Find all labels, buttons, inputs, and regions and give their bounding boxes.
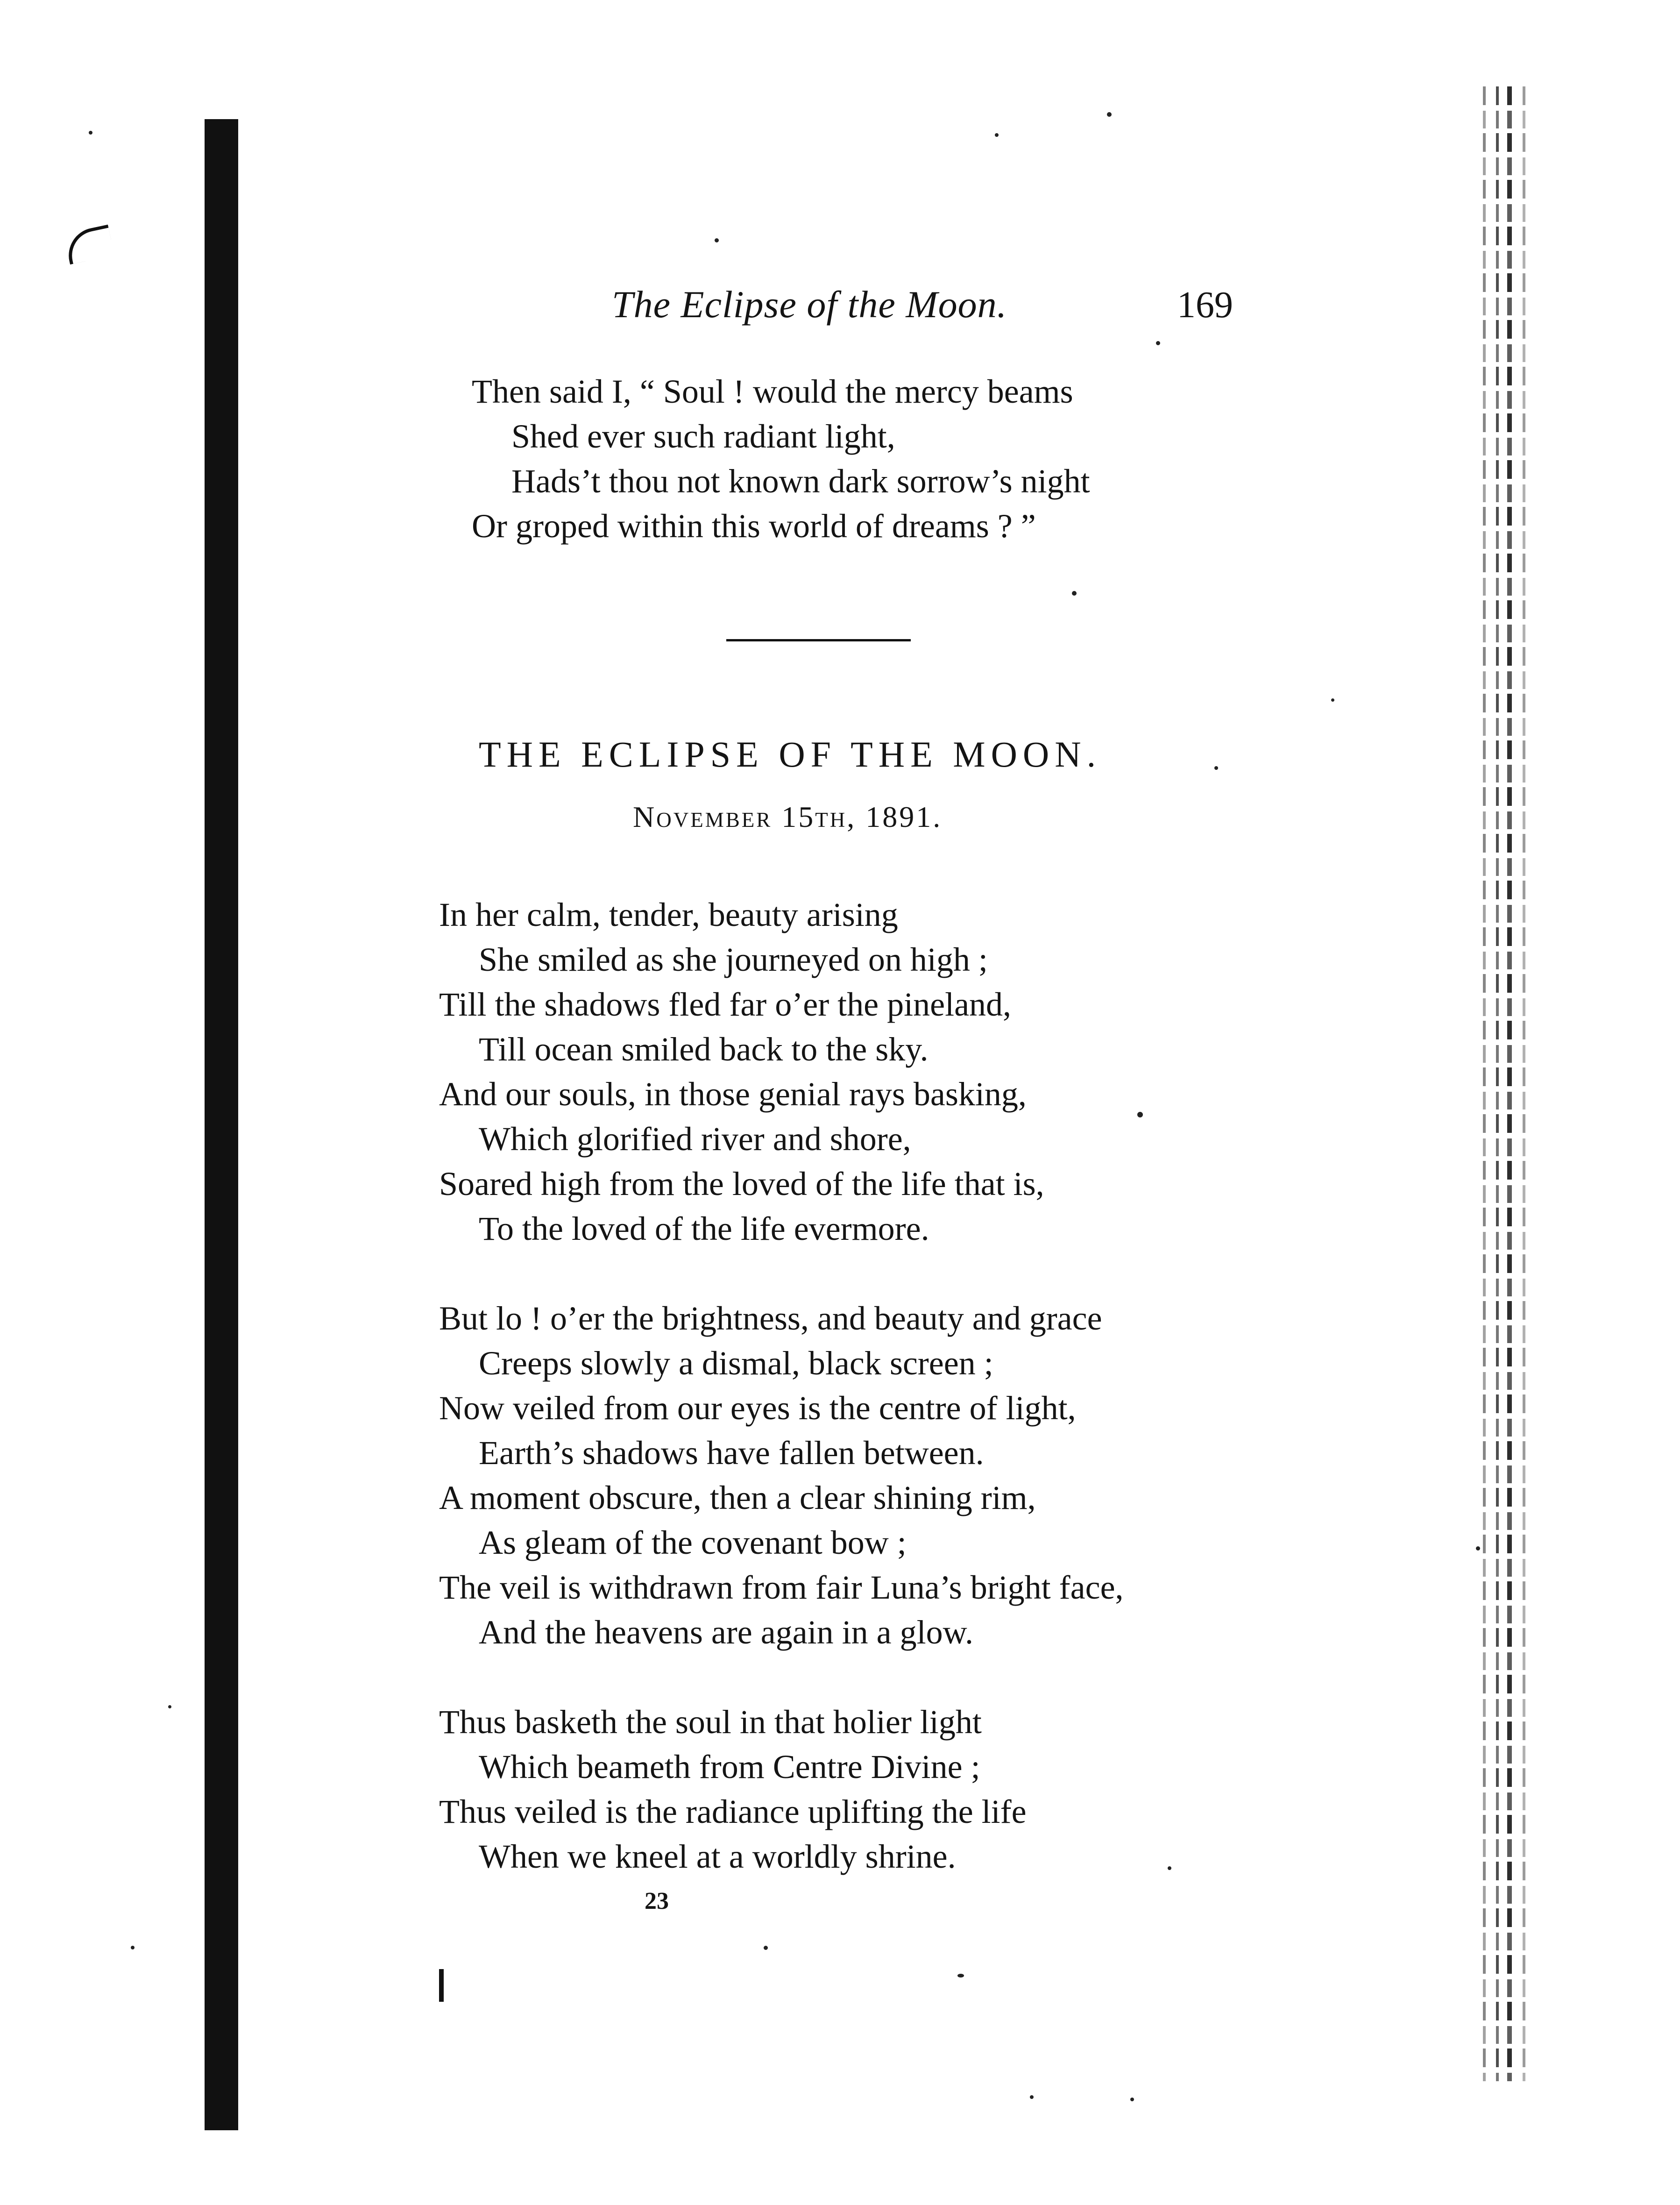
binding-shadow: [205, 119, 238, 2130]
print-speck: [995, 133, 999, 137]
poem-line: And our souls, in those genial rays basking,: [439, 1075, 1027, 1113]
poem-line: And the heavens are again in a glow.: [479, 1614, 973, 1651]
poem-line: But lo ! o’er the brightness, and beauty and grace: [439, 1300, 1102, 1337]
previous-poem-ending: [472, 369, 1090, 548]
poem-line: Till the shadows fled far o’er the pineland,: [439, 986, 1012, 1023]
print-speck: [957, 1974, 964, 1977]
poem-line: Till ocean smiled back to the sky.: [479, 1031, 929, 1068]
print-speck: [1130, 2098, 1134, 2101]
poem-line: Which glorified river and shore,: [479, 1120, 911, 1158]
poem-line: To the loved of the life evermore.: [479, 1210, 929, 1247]
print-speck: [1476, 1546, 1480, 1551]
print-speck: [1214, 766, 1218, 770]
stanza: [439, 1700, 1124, 1879]
poem-line: When we kneel at a worldly shrine.: [479, 1838, 956, 1875]
page-edge-marks: [1478, 86, 1539, 2081]
poem-title: THE ECLIPSE OF THE MOON.: [479, 734, 1102, 775]
print-speck: [89, 131, 92, 135]
print-speck: [1107, 112, 1112, 117]
edge-line: [1523, 86, 1525, 2081]
print-speck: [131, 1946, 135, 1949]
margin-mark: [439, 1969, 444, 2002]
section-divider: [726, 639, 911, 641]
edge-line: [1507, 86, 1512, 2081]
stanza: [439, 1296, 1124, 1655]
page-number: 169: [1177, 285, 1233, 326]
poem-body: [439, 892, 1124, 1879]
print-speck: [1072, 591, 1077, 596]
print-speck: [1156, 341, 1160, 345]
poem-line: Then said I, “ Soul ! would the mercy beams: [472, 373, 1073, 410]
poem-line: Which beameth from Centre Divine ;: [479, 1748, 980, 1785]
print-speck: [1030, 2095, 1034, 2099]
margin-mark: [64, 225, 114, 265]
print-speck: [715, 238, 719, 242]
poem-line: Earth’s shadows have fallen between.: [479, 1434, 984, 1472]
print-speck: [1331, 698, 1334, 702]
poem-line: She smiled as she journeyed on high ;: [479, 941, 988, 978]
poem-line: Thus basketh the soul in that holier light: [439, 1703, 982, 1741]
poem-line: A moment obscure, then a clear shining rim,: [439, 1479, 1036, 1516]
running-head: The Eclipse of the Moon.: [612, 283, 1007, 326]
print-speck: [1137, 1112, 1143, 1117]
poem-line: The veil is withdrawn from fair Luna’s bright face,: [439, 1569, 1124, 1606]
poem-line: Creeps slowly a dismal, black screen ;: [479, 1344, 993, 1382]
poem-date: November 15th, 1891.: [633, 800, 943, 833]
signature-mark: 23: [645, 1888, 669, 1914]
stanza: [439, 892, 1124, 1251]
poem-line: Thus veiled is the radiance uplifting the life: [439, 1793, 1027, 1830]
edge-line: [1496, 86, 1499, 2081]
poem-line: Now veiled from our eyes is the centre of light,: [439, 1389, 1076, 1427]
print-speck: [1168, 1866, 1171, 1870]
print-speck: [764, 1946, 768, 1950]
poem-line: In her calm, tender, beauty arising: [439, 896, 898, 933]
poem-line: Or groped within this world of dreams ? ”: [472, 507, 1036, 545]
print-speck: [168, 1705, 171, 1708]
poem-line: Shed ever such radiant light,: [511, 418, 895, 455]
poem-line: Soared high from the loved of the life that is,: [439, 1165, 1044, 1202]
poem-line: As gleam of the covenant bow ;: [479, 1524, 907, 1561]
poem-line: Hads’t thou not known dark sorrow’s night: [511, 462, 1090, 500]
edge-line: [1483, 86, 1486, 2081]
